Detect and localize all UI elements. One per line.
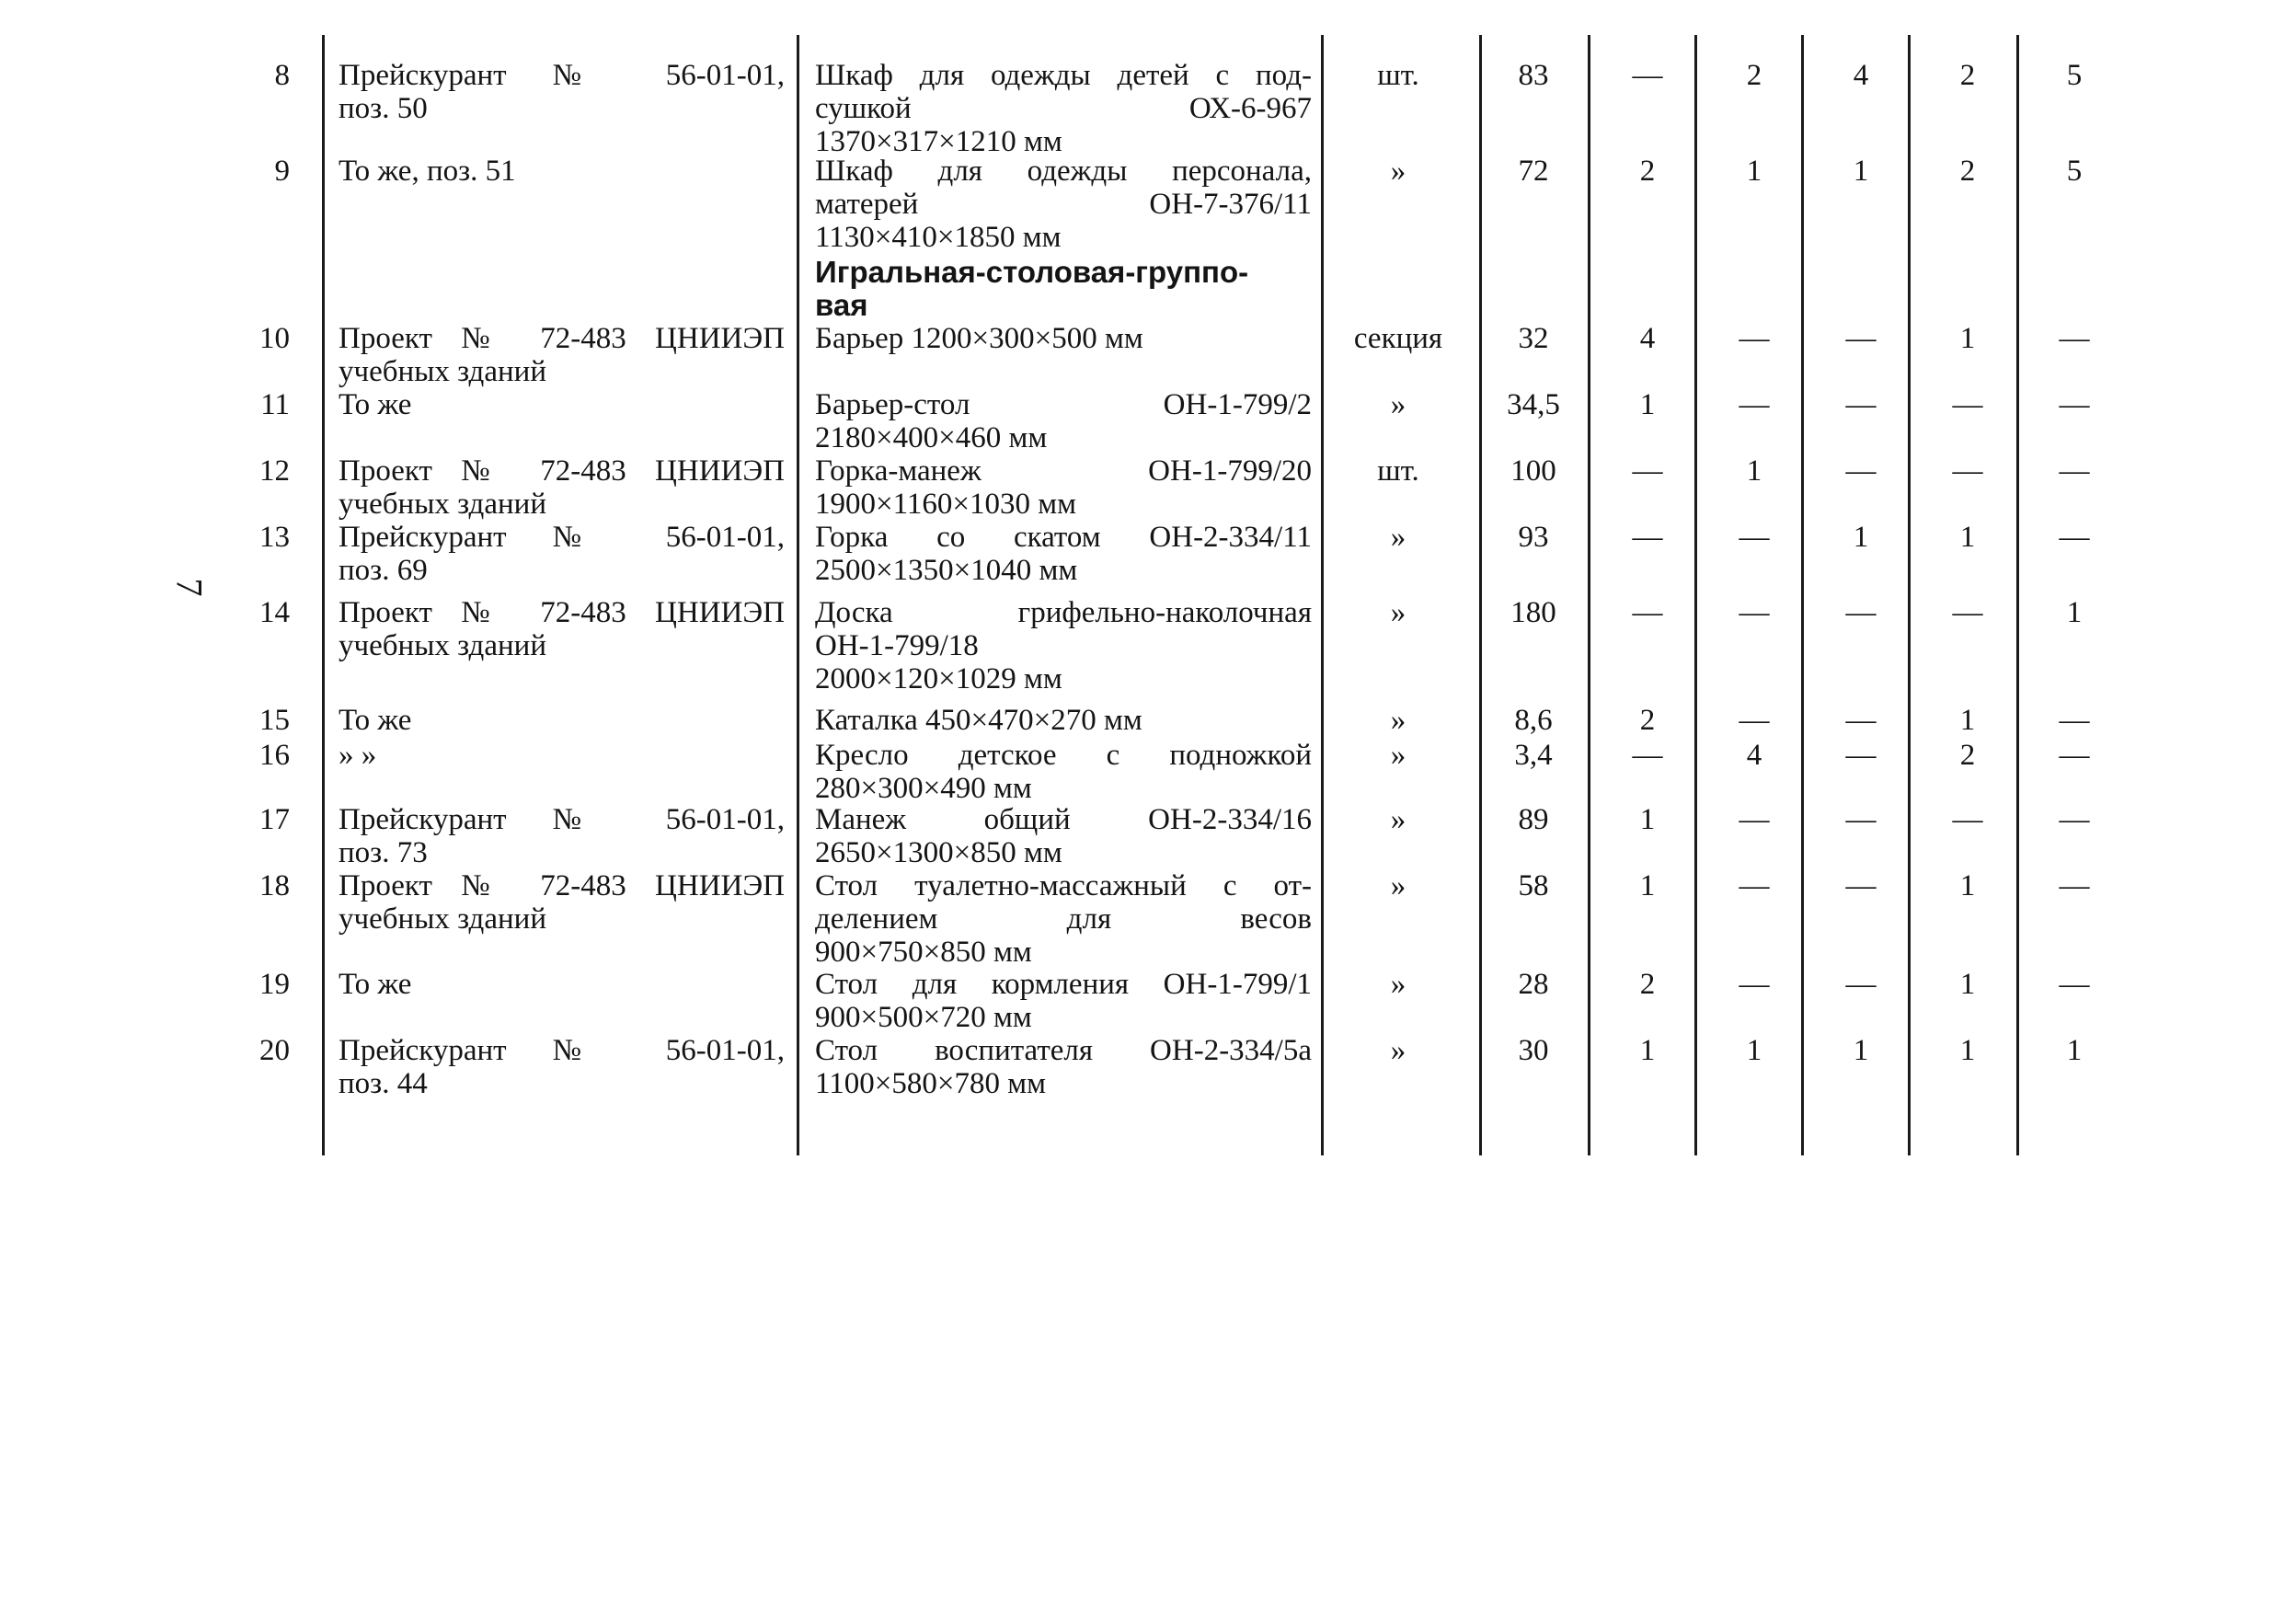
quantity-cell: — bbox=[1739, 968, 1770, 1001]
item-name-line: сушкой ОХ-6-967 bbox=[815, 92, 1312, 125]
source-line: То же, поз. 51 bbox=[339, 155, 516, 188]
section-heading-line: Игральная-столовая-группо- bbox=[815, 255, 1249, 289]
price-cell: 83 bbox=[1518, 59, 1549, 92]
quantity-cell: — bbox=[1845, 869, 1877, 902]
column-divider bbox=[322, 35, 325, 1155]
item-name-line: Барьер-стол ОН-1-799/2 bbox=[815, 388, 1312, 421]
price-cell: 100 bbox=[1510, 454, 1556, 488]
quantity-cell: — bbox=[1845, 739, 1877, 772]
source-line: То же bbox=[339, 388, 412, 421]
row-number: 19 bbox=[259, 968, 290, 1001]
row-number: 14 bbox=[259, 596, 290, 629]
quantity-cell: 4 bbox=[1746, 739, 1762, 772]
quantity-cell: — bbox=[2059, 869, 2090, 902]
item-name-line: 1100×580×780 мм bbox=[815, 1067, 1047, 1100]
source-reference bbox=[339, 803, 785, 869]
quantity-cell: 1 bbox=[1959, 521, 1976, 554]
row-number: 11 bbox=[260, 388, 290, 421]
item-name bbox=[815, 739, 1312, 805]
source-reference bbox=[339, 388, 785, 421]
item-name-line: 2650×1300×850 мм bbox=[815, 836, 1062, 869]
item-name-line: 280×300×490 мм bbox=[815, 772, 1032, 805]
quantity-cell: 1 bbox=[1639, 388, 1656, 421]
item-name bbox=[815, 454, 1312, 521]
quantity-cell: — bbox=[2059, 454, 2090, 488]
unit-cell: шт. bbox=[1377, 59, 1419, 92]
column-divider bbox=[1321, 35, 1324, 1155]
unit-cell: шт. bbox=[1377, 454, 1419, 488]
unit-cell: » bbox=[1390, 388, 1406, 421]
source-line: поз. 69 bbox=[339, 554, 428, 587]
source-line: Проект № 72-483 ЦНИИЭП bbox=[339, 869, 785, 902]
row-number: 8 bbox=[274, 59, 290, 92]
quantity-cell: — bbox=[1739, 388, 1770, 421]
quantity-cell: — bbox=[1739, 803, 1770, 836]
quantity-cell: 1 bbox=[1853, 1034, 1869, 1067]
section-heading bbox=[815, 256, 1312, 322]
quantity-cell: 1 bbox=[1959, 869, 1976, 902]
section-heading-line: вая bbox=[815, 288, 868, 322]
item-name bbox=[815, 388, 1312, 454]
item-name-line: Каталка 450×470×270 мм bbox=[815, 704, 1142, 737]
quantity-cell: 1 bbox=[1959, 322, 1976, 355]
quantity-cell: — bbox=[2059, 968, 2090, 1001]
source-reference bbox=[339, 739, 785, 772]
quantity-cell: 1 bbox=[1853, 155, 1869, 188]
item-name-line: Горка со скатом ОН-2-334/11 bbox=[815, 521, 1312, 554]
item-name bbox=[815, 704, 1312, 737]
quantity-cell: — bbox=[1952, 803, 1983, 836]
source-reference bbox=[339, 59, 785, 125]
page-number-mark: 7 bbox=[168, 578, 211, 597]
price-cell: 30 bbox=[1518, 1034, 1549, 1067]
item-name-line: Стол воспитателя ОН-2-334/5а bbox=[815, 1034, 1312, 1067]
row-number: 16 bbox=[259, 739, 290, 772]
row-number: 9 bbox=[274, 155, 290, 188]
quantity-cell: — bbox=[1632, 521, 1663, 554]
source-line: Прейскурант № 56-01-01, bbox=[339, 521, 785, 554]
source-line: То же bbox=[339, 968, 412, 1001]
quantity-cell: 2 bbox=[1959, 59, 1976, 92]
source-reference bbox=[339, 704, 785, 737]
row-number: 17 bbox=[259, 803, 290, 836]
quantity-cell: 2 bbox=[1959, 155, 1976, 188]
quantity-cell: — bbox=[1632, 596, 1663, 629]
source-line: » » bbox=[339, 739, 377, 772]
item-name-line: Кресло детское с подножкой bbox=[815, 739, 1312, 772]
column-divider bbox=[1588, 35, 1590, 1155]
unit-cell: » bbox=[1390, 968, 1406, 1001]
quantity-cell: 1 bbox=[1959, 1034, 1976, 1067]
row-number: 20 bbox=[259, 1034, 290, 1067]
source-line: Проект № 72-483 ЦНИИЭП bbox=[339, 596, 785, 629]
quantity-cell: 4 bbox=[1853, 59, 1869, 92]
source-line: учебных зданий bbox=[339, 488, 546, 521]
unit-cell: » bbox=[1390, 803, 1406, 836]
unit-cell: » bbox=[1390, 596, 1406, 629]
source-reference bbox=[339, 521, 785, 587]
unit-cell: секция bbox=[1353, 322, 1443, 355]
item-name-line: 1370×317×1210 мм bbox=[815, 125, 1062, 158]
quantity-cell: — bbox=[1952, 596, 1983, 629]
source-line: Прейскурант № 56-01-01, bbox=[339, 803, 785, 836]
item-name-line: Барьер 1200×300×500 мм bbox=[815, 322, 1143, 355]
source-line: учебных зданий bbox=[339, 355, 546, 388]
quantity-cell: 5 bbox=[2066, 155, 2083, 188]
price-cell: 34,5 bbox=[1507, 388, 1560, 421]
quantity-cell: 4 bbox=[1639, 322, 1656, 355]
quantity-cell: — bbox=[1632, 739, 1663, 772]
quantity-cell: 1 bbox=[1639, 803, 1656, 836]
item-name-line: Шкаф для одежды персонала, bbox=[815, 155, 1312, 188]
item-name-line: 2000×120×1029 мм bbox=[815, 662, 1062, 695]
quantity-cell: — bbox=[1845, 322, 1877, 355]
quantity-cell: 1 bbox=[1959, 704, 1976, 737]
quantity-cell: 2 bbox=[1746, 59, 1762, 92]
row-number: 15 bbox=[259, 704, 290, 737]
quantity-cell: — bbox=[2059, 704, 2090, 737]
quantity-cell: 2 bbox=[1639, 155, 1656, 188]
quantity-cell: — bbox=[1845, 704, 1877, 737]
quantity-cell: 1 bbox=[1853, 521, 1869, 554]
quantity-cell: — bbox=[2059, 739, 2090, 772]
row-number: 12 bbox=[259, 454, 290, 488]
unit-cell: » bbox=[1390, 739, 1406, 772]
item-name-line: Манеж общий ОН-2-334/16 bbox=[815, 803, 1312, 836]
item-name bbox=[815, 322, 1312, 355]
item-name-line: Горка-манеж ОН-1-799/20 bbox=[815, 454, 1312, 488]
price-cell: 180 bbox=[1510, 596, 1556, 629]
item-name bbox=[815, 59, 1312, 158]
item-name-line: 900×750×850 мм bbox=[815, 936, 1032, 969]
unit-cell: » bbox=[1390, 869, 1406, 902]
column-divider bbox=[797, 35, 799, 1155]
source-line: Проект № 72-483 ЦНИИЭП bbox=[339, 454, 785, 488]
item-name-line: 2500×1350×1040 мм bbox=[815, 554, 1078, 587]
source-line: поз. 50 bbox=[339, 92, 428, 125]
quantity-cell: 1 bbox=[1746, 454, 1762, 488]
quantity-cell: — bbox=[1739, 596, 1770, 629]
quantity-cell: 1 bbox=[2066, 596, 2083, 629]
quantity-cell: 2 bbox=[1639, 704, 1656, 737]
quantity-cell: — bbox=[1952, 454, 1983, 488]
row-number: 10 bbox=[259, 322, 290, 355]
quantity-cell: — bbox=[2059, 521, 2090, 554]
unit-cell: » bbox=[1390, 155, 1406, 188]
item-name-line: 1900×1160×1030 мм bbox=[815, 488, 1077, 521]
quantity-cell: 2 bbox=[1959, 739, 1976, 772]
item-name-line: матерей ОН-7-376/11 bbox=[815, 188, 1312, 221]
quantity-cell: — bbox=[1739, 869, 1770, 902]
quantity-cell: 1 bbox=[1959, 968, 1976, 1001]
price-cell: 8,6 bbox=[1514, 704, 1553, 737]
source-line: поз. 44 bbox=[339, 1067, 428, 1100]
unit-cell: » bbox=[1390, 521, 1406, 554]
source-reference bbox=[339, 1034, 785, 1100]
source-line: учебных зданий bbox=[339, 902, 546, 936]
item-name-line: делением для весов bbox=[815, 902, 1312, 936]
quantity-cell: — bbox=[2059, 388, 2090, 421]
quantity-cell: — bbox=[1845, 454, 1877, 488]
source-line: учебных зданий bbox=[339, 629, 546, 662]
source-reference bbox=[339, 322, 785, 388]
quantity-cell: — bbox=[1739, 521, 1770, 554]
item-name-line: Стол туалетно-массажный с от- bbox=[815, 869, 1312, 902]
source-reference bbox=[339, 155, 785, 188]
source-line: Прейскурант № 56-01-01, bbox=[339, 1034, 785, 1067]
source-line: То же bbox=[339, 704, 412, 737]
price-cell: 58 bbox=[1518, 869, 1549, 902]
source-reference bbox=[339, 596, 785, 662]
item-name bbox=[815, 1034, 1312, 1100]
source-line: Прейскурант № 56-01-01, bbox=[339, 59, 785, 92]
quantity-cell: — bbox=[1952, 388, 1983, 421]
row-number: 18 bbox=[259, 869, 290, 902]
item-name bbox=[815, 155, 1312, 254]
source-reference bbox=[339, 454, 785, 521]
item-name-line: 1130×410×1850 мм bbox=[815, 221, 1062, 254]
price-cell: 89 bbox=[1518, 803, 1549, 836]
quantity-cell: — bbox=[1845, 803, 1877, 836]
quantity-cell: 1 bbox=[2066, 1034, 2083, 1067]
quantity-cell: — bbox=[1845, 968, 1877, 1001]
item-name-line: Стол для кормления ОН-1-799/1 bbox=[815, 968, 1312, 1001]
quantity-cell: — bbox=[2059, 322, 2090, 355]
item-name-line: 2180×400×460 мм bbox=[815, 421, 1048, 454]
quantity-cell: — bbox=[2059, 803, 2090, 836]
source-line: поз. 73 bbox=[339, 836, 428, 869]
source-line: Проект № 72-483 ЦНИИЭП bbox=[339, 322, 785, 355]
quantity-cell: 1 bbox=[1639, 1034, 1656, 1067]
quantity-cell: 1 bbox=[1639, 869, 1656, 902]
price-cell: 28 bbox=[1518, 968, 1549, 1001]
item-name bbox=[815, 521, 1312, 587]
row-number: 13 bbox=[259, 521, 290, 554]
item-name bbox=[815, 968, 1312, 1034]
item-name-line: ОН-1-799/18 bbox=[815, 629, 979, 662]
column-divider bbox=[1479, 35, 1482, 1155]
item-name-line: Шкаф для одежды детей с под- bbox=[815, 59, 1312, 92]
item-name-line: Доска грифельно-наколочная bbox=[815, 596, 1312, 629]
unit-cell: » bbox=[1390, 704, 1406, 737]
quantity-cell: — bbox=[1632, 59, 1663, 92]
price-cell: 32 bbox=[1518, 322, 1549, 355]
quantity-cell: 1 bbox=[1746, 1034, 1762, 1067]
quantity-cell: — bbox=[1845, 596, 1877, 629]
item-name bbox=[815, 803, 1312, 869]
source-reference bbox=[339, 869, 785, 936]
quantity-cell: — bbox=[1739, 704, 1770, 737]
quantity-cell: — bbox=[1632, 454, 1663, 488]
unit-cell: » bbox=[1390, 1034, 1406, 1067]
source-reference bbox=[339, 968, 785, 1001]
quantity-cell: — bbox=[1739, 322, 1770, 355]
quantity-cell: 1 bbox=[1746, 155, 1762, 188]
quantity-cell: 2 bbox=[1639, 968, 1656, 1001]
quantity-cell: — bbox=[1845, 388, 1877, 421]
item-name-line: 900×500×720 мм bbox=[815, 1001, 1032, 1034]
item-name bbox=[815, 869, 1312, 969]
price-cell: 93 bbox=[1518, 521, 1549, 554]
quantity-cell: 5 bbox=[2066, 59, 2083, 92]
price-cell: 72 bbox=[1518, 155, 1549, 188]
price-cell: 3,4 bbox=[1514, 739, 1553, 772]
item-name bbox=[815, 596, 1312, 695]
